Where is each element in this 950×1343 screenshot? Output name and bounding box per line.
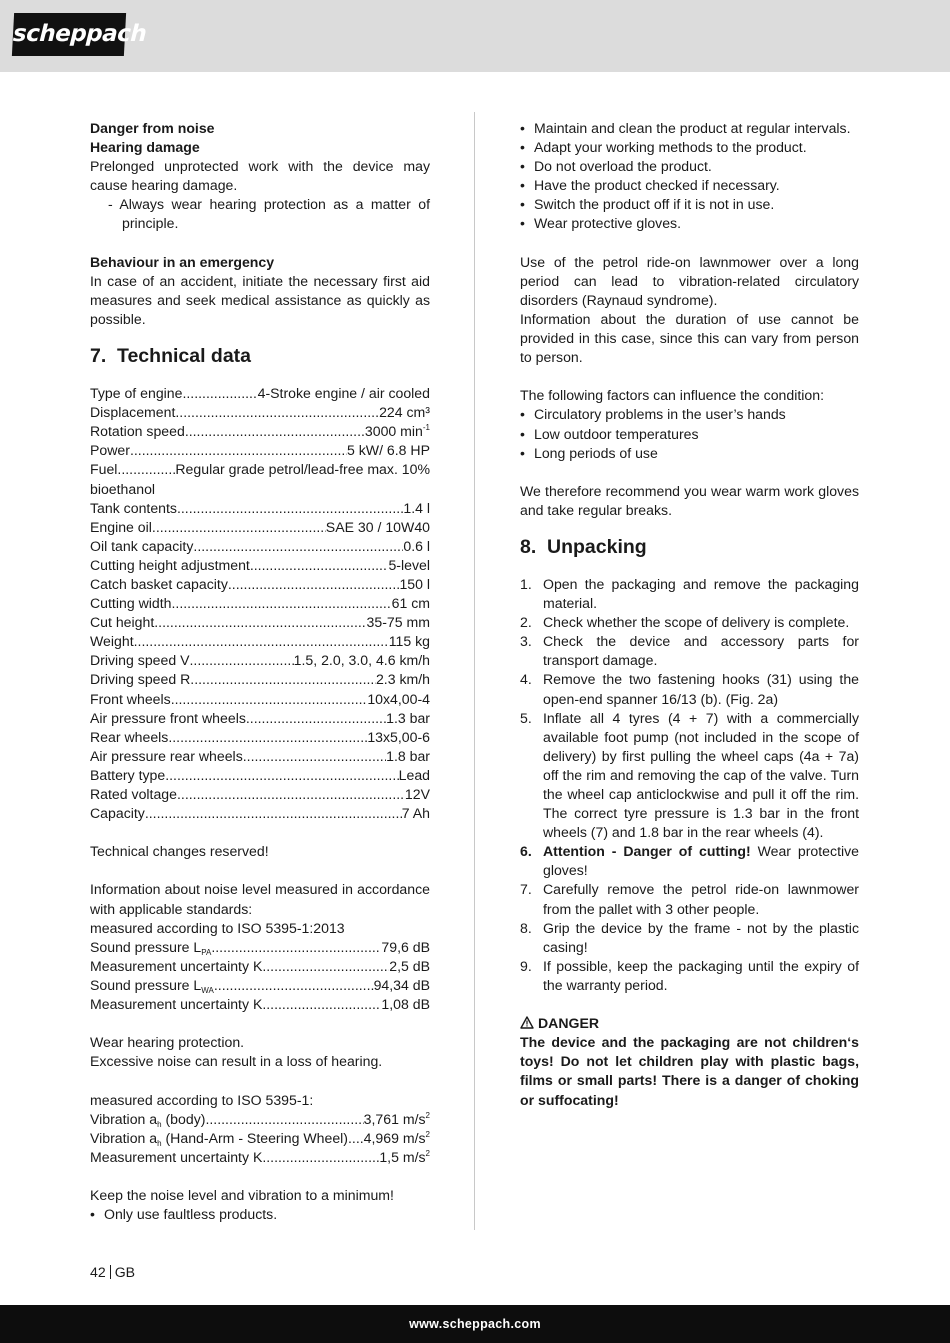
footer-url[interactable]: www.scheppach.com <box>409 1317 541 1331</box>
spec-value: SAE 30 / 10W40 <box>325 518 430 535</box>
unpacking-step: 1. Open the packaging and remove the packaging material. <box>520 575 859 612</box>
spec-leader <box>177 499 403 518</box>
spec-value: 10x4,00-4 <box>367 690 430 707</box>
step-number: 4. <box>520 671 532 688</box>
unpacking-step: 2. Check whether the scope of delivery is complete. <box>520 613 859 632</box>
unpacking-step: 7. Carefully remove the petrol ride-on lawnmower from the pallet with 3 other people. <box>520 881 859 917</box>
unpacking-step: 8. Grip the device by the frame - not by the plastic casing! <box>520 919 859 955</box>
vibration-text: Use of the petrol ride-on lawnmower over a long period can lead to vibration-related circulatory disorders (Raynaud syndrome). <box>520 253 859 308</box>
spec-label: Cutting width <box>90 595 172 612</box>
spec-label: Catch basket capacity <box>90 575 228 592</box>
spec-leader <box>177 785 405 804</box>
noise-spec-list <box>90 938 430 1014</box>
emergency-heading: Behaviour in an emergency <box>90 253 275 270</box>
spec-value: 5 kW/ 6.8 HP <box>346 442 430 459</box>
factors-list <box>520 405 859 462</box>
spec-leader <box>246 709 386 728</box>
spec-row <box>90 804 430 823</box>
step-number: 9. <box>520 957 532 974</box>
spec-list <box>90 384 430 823</box>
spec-leader <box>117 460 175 479</box>
danger-text: The device and the packaging are not children‘s toys! Do not let children play with plastic bags, films or small parts! There is a danger of choking or suffocating! <box>520 1034 859 1108</box>
spec-leader <box>182 384 257 403</box>
spec-value: 3,761 $m/s^2$ <box>363 1110 430 1127</box>
spec-value: 224 cm³ <box>379 404 430 421</box>
step-number: 1. <box>520 575 532 592</box>
spec-row <box>90 651 430 670</box>
spec-leader <box>250 556 389 575</box>
spec-label: Cutting height adjustment <box>90 556 250 573</box>
page-footer <box>0 1305 950 1343</box>
unpacking-step: 3. Check the device and accessory parts for transport damage. <box>520 633 859 669</box>
spec-value: 4-Stroke engine / air cooled <box>257 385 430 402</box>
spec-leader <box>214 976 374 995</box>
spec-value: 1.5, 2.0, 3.0, 4.6 km/h <box>293 652 430 669</box>
step-number: 3. <box>520 633 532 650</box>
spec-leader <box>154 613 366 632</box>
warning-triangle-icon <box>520 1016 534 1029</box>
changes-reserved: Technical changes reserved! <box>90 843 269 860</box>
spec-label: Oil tank capacity <box>90 537 194 554</box>
spec-value: 1.4 l <box>403 499 430 516</box>
unpacking-step: 6. Attention - Danger of cutting! Wear protective gloves! <box>520 843 859 879</box>
keep-minimum: Keep the noise level and vibration to a minimum! <box>90 1186 394 1203</box>
spec-leader <box>130 441 347 460</box>
hearing-heading: Hearing damage <box>90 139 200 156</box>
spec-row <box>90 632 430 651</box>
spec-leader <box>185 422 365 441</box>
spec-label: Rear wheels <box>90 728 169 745</box>
spec-value: 150 l <box>399 575 430 592</box>
spec-label: Measurement uncertainty K <box>90 957 263 974</box>
unpacking-step: 9. If possible, keep the packaging until the expiry of the warranty period. <box>520 957 859 993</box>
spec-leader <box>243 747 386 766</box>
wear-protection: Wear hearing protection. <box>90 1034 245 1051</box>
right-column <box>520 119 859 1110</box>
bullet-item: • Have the product checked if necessary. <box>520 176 859 195</box>
spec-leader <box>193 537 403 556</box>
step-number: 7. <box>520 881 532 898</box>
factor-item: • Low outdoor temperatures <box>520 425 859 444</box>
spec-label: Cut height <box>90 614 155 631</box>
duration-text: Information about the duration of use cannot be provided in this case, since this can vary from person to person. <box>520 310 859 366</box>
spec-label: Air pressure rear wheels <box>90 747 243 764</box>
spec-value: 94,34 dB <box>373 976 430 993</box>
spec-continuation: bioethanol <box>90 480 156 497</box>
spec-value: 1,5 $m/s^2$ <box>379 1148 430 1165</box>
recommend-text: We therefore recommend you wear warm work gloves and take regular breaks. <box>520 482 859 518</box>
noise-info: Information about noise level measured in accordance with applicable standards: <box>90 881 430 917</box>
factor-item: • Long periods of use <box>520 444 859 463</box>
noise-heading: Danger from noise <box>90 120 215 136</box>
safety-bullet-list <box>520 119 859 234</box>
spec-row <box>90 785 430 804</box>
spec-row <box>90 938 430 957</box>
unpacking-steps <box>520 575 859 995</box>
spec-value: 12V <box>404 786 430 802</box>
spec-row <box>90 670 430 689</box>
noise-standard: measured according to ISO 5395-1:2013 <box>90 919 345 936</box>
spec-value: 4,969 $m/s^2$ <box>363 1129 430 1146</box>
spec-value: 0.6 l <box>403 537 430 554</box>
spec-leader <box>165 766 398 785</box>
spec-row <box>90 766 430 785</box>
spec-label: Rated voltage <box>90 786 177 802</box>
spec-value: 115 kg <box>388 633 430 650</box>
spec-value: Regular grade petrol/lead-free max. 10% <box>175 461 430 478</box>
spec-row <box>90 613 430 632</box>
spec-leader <box>145 804 402 823</box>
spec-leader <box>205 1110 363 1129</box>
spec-leader <box>348 1129 364 1148</box>
spec-value: 7 Ah <box>401 805 430 822</box>
unpacking-step: 5. Inflate all 4 tyres (4 + 7) with a commercially available foot pump (not included in the scope of delivery) by first pulling the wheel caps (4a + 7a) off the rim and removing the cap of the valve. Turn the wheel cap anticlockwise and pull it off the rim. The correct tyre pressure is 1.3 bar in the front wheels (7) and 1.8 bar in the rear wheels (4). <box>520 709 859 841</box>
spec-value: 35-75 mm <box>366 614 430 631</box>
spec-row <box>90 384 430 403</box>
bullet-item: • Maintain and clean the product at regular intervals. <box>520 119 859 138</box>
spec-row <box>90 1129 430 1148</box>
spec-label: Sound pressure $L_{WA}$ <box>90 976 214 995</box>
spec-label: Rotation speed <box>90 423 185 440</box>
spec-label: Measurement uncertainty K <box>90 996 263 1013</box>
column-divider <box>474 112 475 1230</box>
factors-intro: The following factors can influence the condition: <box>520 387 824 404</box>
bullet-item: • Wear protective gloves. <box>520 214 859 233</box>
step-emphasis: Attention - Danger of cutting! <box>543 843 751 860</box>
spec-leader <box>168 728 367 747</box>
spec-leader <box>171 594 391 613</box>
spec-leader <box>175 403 379 422</box>
spec-leader <box>211 938 381 957</box>
spec-leader <box>134 632 389 651</box>
spec-row <box>90 728 430 747</box>
spec-leader <box>228 575 400 594</box>
left-column <box>90 119 430 1224</box>
spec-leader <box>262 1148 379 1167</box>
spec-value: 3000 $\min^{-1}$ <box>364 423 430 440</box>
hearing-point: - Always wear hearing protection as a matter of principle. <box>108 196 430 232</box>
spec-label: Front wheels <box>90 690 171 707</box>
danger-heading: DANGER <box>520 1014 859 1033</box>
bullet-item: • Do not overload the product. <box>520 157 859 176</box>
spec-label: Engine oil <box>90 518 152 535</box>
spec-leader <box>171 690 368 709</box>
spec-label: Vibration $a_h$ (body) <box>90 1110 206 1129</box>
excessive-noise: Excessive noise can result in a loss of hearing. <box>90 1053 383 1070</box>
spec-label: Air pressure front wheels <box>90 709 246 726</box>
spec-label: Measurement uncertainty K <box>90 1148 263 1165</box>
bullet-item: • Adapt your working methods to the product. <box>520 138 859 157</box>
spec-label: Battery type <box>90 766 166 783</box>
spec-value: 13x5,00-6 <box>367 728 430 745</box>
spec-row <box>90 594 430 613</box>
spec-leader <box>262 995 381 1014</box>
page-header <box>0 0 950 72</box>
spec-leader <box>190 670 376 689</box>
step-number: 2. <box>520 614 532 631</box>
spec-label: Vibration $a_h$ (Hand-Arm - Steering Wheel) <box>90 1129 348 1148</box>
spec-row <box>90 747 430 766</box>
spec-leader <box>190 651 294 670</box>
emergency-text: In case of an accident, initiate the necessary first aid measures and seek medical assistance as quickly as possible. <box>90 272 430 327</box>
page-number: 42 GB <box>90 1264 136 1280</box>
faultless-bullet: • Only use faultless products. <box>90 1205 430 1224</box>
spec-row <box>90 537 430 556</box>
spec-row <box>90 957 430 976</box>
step-number: 8. <box>520 919 532 936</box>
spec-value: 61 cm <box>391 595 430 612</box>
spec-row <box>90 441 430 460</box>
spec-value: 2.3 km/h <box>375 671 430 688</box>
spec-value: 1.8 bar <box>386 747 430 764</box>
spec-row <box>90 1110 430 1129</box>
spec-value: Lead <box>398 766 430 783</box>
spec-value: 79,6 dB <box>381 938 430 955</box>
step-number: 6. <box>520 843 532 860</box>
step-number: 5. <box>520 709 532 726</box>
spec-leader <box>262 957 389 976</box>
spec-label: Power <box>90 442 130 459</box>
section-title-unpacking: 8. Unpacking <box>520 535 647 558</box>
section-title-technical-data: 7. Technical data <box>90 345 252 368</box>
spec-row <box>90 460 430 479</box>
spec-row <box>90 976 430 995</box>
spec-value: 2,5 dB <box>389 957 430 974</box>
spec-row <box>90 422 430 441</box>
spec-leader <box>152 518 326 537</box>
spec-row <box>90 403 430 422</box>
vibration-spec-list <box>90 1110 430 1167</box>
spec-label: Displacement <box>90 404 176 421</box>
vibration-standard: measured according to ISO 5395-1: <box>90 1091 314 1108</box>
spec-row <box>90 690 430 709</box>
scheppach-logo: scheppach <box>12 13 126 56</box>
spec-label: Weight <box>90 633 134 650</box>
spec-label: Driving speed V <box>90 652 190 669</box>
bullet-item: • Switch the product off if it is not in use. <box>520 195 859 214</box>
spec-row <box>90 518 430 537</box>
spec-row <box>90 1148 430 1167</box>
spec-row <box>90 575 430 594</box>
hearing-text: Prelonged unprotected work with the device may cause hearing damage. <box>90 158 430 194</box>
spec-value: 1.3 bar <box>386 709 430 726</box>
spec-label: Sound pressure $L_{PA}$ <box>90 938 212 957</box>
spec-label: Tank contents <box>90 499 177 516</box>
spec-row <box>90 499 430 518</box>
spec-label: Fuel <box>90 461 118 478</box>
spec-row <box>90 556 430 575</box>
unpacking-step: 4. Remove the two fastening hooks (31) using the open-end spanner 16/13 (b). (Fig. 2a) <box>520 671 859 707</box>
spec-label: Type of engine <box>90 385 183 402</box>
spec-row <box>90 995 430 1014</box>
spec-label: Capacity <box>90 805 145 822</box>
spec-row <box>90 709 430 728</box>
spec-value: 1,08 dB <box>381 996 430 1013</box>
spec-value: 5-level <box>388 556 430 573</box>
spec-label: Driving speed R <box>90 671 191 688</box>
factor-item: • Circulatory problems in the user’s hands <box>520 405 859 424</box>
